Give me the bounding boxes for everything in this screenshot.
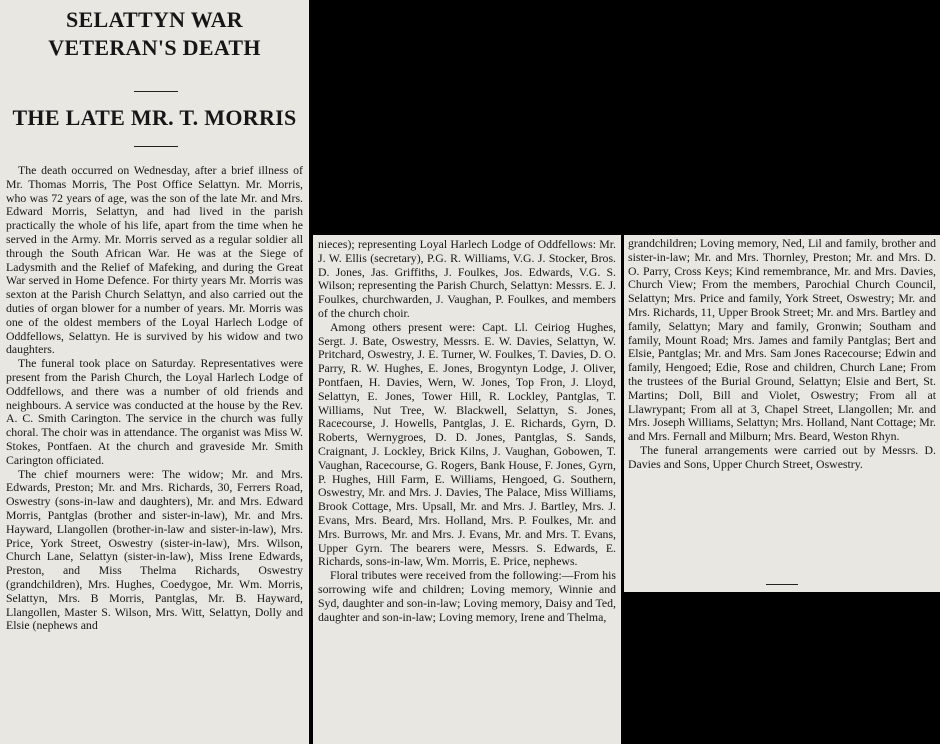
headline-divider xyxy=(134,146,178,147)
paragraph: The death occurred on Wednesday, after a brief illness of Mr. Thomas Morris, The Post Office Selattyn. Mr. Morris, who was 72 years of age, was the son of the late Mr. and Mrs. Edward Morris, Selattyn, and had lived in the parish practically the whole of his life, apart from the time when he served in the Army. Mr. Morris served as a regular soldier all through the South African War. He was at the Siege of Ladysmith and the Relief of Mafeking, and during the Great War served in Home Defence. For thirty years Mr. Morris was sexton at the Parish Church Selattyn, and also carried out the duties of organ blower for a number of years. Mr. Morris was one of the oldest members of the Loyal Harlech Lodge of Oddfellows, Selattyn. He is survived by his widow and two daughters. xyxy=(6,163,303,357)
paragraph: Floral tributes were received from the following:—From his sorrowing wife and children; Loving memory, Winnie and Syd, daughter and son-in-law; Loving memory, Daisy and Ted, daughter and son-in-law; Loving memory, Irene and Thelma, xyxy=(318,568,616,624)
paragraph: The chief mourners were: The widow; Mr. and Mrs. Edwards, Preston; Mr. and Mrs. Richards, 30, Ferrers Road, Oswestry (sons-in-law and daughters), Mr. and Mrs. Edward Morris, Pantglas (brother and sister-in-law), Mr. and Mrs. Hayward, Llangollen (brother-in-law and sister-in-law), Mrs. Price, York Street, Oswestry (sister-in-law), Mrs. Wilson, Church Lane, Selattyn (sister-in-law), Miss Irene Edwards, Preston, and Miss Thelma Richards, Oswestry (grandchildren), Mrs. Hughes, Coedygoe, Mr. Wm. Morris, Selattyn, Mrs. B Morris, Pantglas, Mr. B. Hayward, Llangollen, Master S. Wilson, Mrs. Witt, Selattyn, Dolly and Elsie (nephews and xyxy=(6,466,303,633)
paragraph: nieces); representing Loyal Harlech Lodge of Oddfellows: Mr. J. W. Ellis (secretary), P.G. R. Williams, V.G. J. Stocker, Bros. D. Jones, Jas. Griffiths, J. Foulkes, Jos. Edwards, V.G. S. Wilson; representing the Parish Church, Selattyn: Messrs. E. J. Foulkes, churchwarden, J. Vaughan, P. Foulkes, and members of the church choir. xyxy=(318,237,616,320)
article-body-column-2 xyxy=(318,238,616,624)
headline-divider xyxy=(134,91,178,92)
paragraph: Among others present were: Capt. Ll. Ceiriog Hughes, Sergt. J. Bate, Oswestry, Messrs. E. W. Davies, Selattyn, W. Pritchard, Oswestry, J. E. Turner, W. Foulkes, T. Davies, D. O. Parry, R. W. Hughes, E. Jones, Brogyntyn Lodge, J. Oliver, Pontfaen, H. Davies, Wern, W. Jones, Top Fron, J. Lloyd, Selattyn, E. Jones, Tower Hill, R. Lockley, Pantglas, T. Williams, Nut Tree, W. Blackwell, Selattyn, S. Jones, Racecourse, J. Howells, Pantglas, J. E. Richards, Gyrn, D. Roberts, Wernygroes, D. D. Jones, Pantglas, S. Sands, Craignant, J. Lockley, Brick Kilns, J. Vaughan, Gobowen, T. Vaughan, Racecourse, G. Rogers, Bank House, F. Jones, Gyrn, P. Hughes, Hill Farm, E. Williams, Hengoed, G. Southern, Oswestry, Mr. and Mrs. J. Davies, The Palace, Miss Williams, Brook Cottage, Mrs. Upsall, Mr. and Mrs. J. Bartley, Mrs. J. Evans, Mrs. Beard, Mrs. Holland, Mrs. P. Foulkes, Mr. and Mrs. Burrows, Mr. and Mrs. J. Evans, Mr. and Mrs. T. Evans, Upper Gyrn. The bearers were, Messrs. S. Edwards, E. Richards, sons-in-law, Wm. Morris, E. Price, nephews. xyxy=(318,319,616,569)
column-3 xyxy=(624,235,940,592)
paragraph: The funeral took place on Saturday. Representatives were present from the Parish Church, the Loyal Harlech Lodge of Oddfellows, and there was a number of old friends and neighbours. A service was conducted at the house by the Rev. A. C. Smith Carington. The service in the church was fully choral. The choir was in attendance. The organist was Miss W. Stokes, Pontfaen. At the church and graveside Mr. Smith Carington officiated. xyxy=(6,356,303,467)
paragraph: The funeral arrangements were carried out by Messrs. D. Davies and Sons, Upper Church Street, Oswestry. xyxy=(628,442,936,471)
article-body-column-1 xyxy=(6,164,303,633)
column-1 xyxy=(0,0,309,744)
paragraph: grandchildren; Loving memory, Ned, Lil and family, brother and sister-in-law; Mr. and Mrs. Thornley, Preston; Mr. and Mrs. D. O. Parry, Cross Keys; Kind remembrance, Mr. and Mrs. Davies, Church View; From the members, Parochial Church Council, Selattyn; Mrs. Price and family, York Street, Oswestry; Mr. and Mrs. Richards, 11, Upper Brook Street; Mr. and Mrs. Bartley and family, Selattyn; Mary and family, Gronwin; Southam and family, Mount Road; Mrs. James and family Pantglas; Bert and Elsie, Pantglas; Mr. and Mrs. Sam Jones Racecourse; Edwin and family, Hengoed; Edie, Rose and children, Church Lane; From the trustees of the Burial Ground, Selattyn; Elsie and Bert, St. Martins; Doll, Bill and Violet, Oswestry; From all at Llawrypant; From all at 3, Chapel Street, Llangollen; Mr. and Mrs. Joseph Williams, Selattyn; Mrs. Holland, Nant Cottage; Mr. and Mrs. Fernall and Milburn; Mrs. Beard, Weston Rhyn. xyxy=(628,236,936,444)
column-2 xyxy=(313,235,621,744)
headline-sub: THE LATE MR. T. MORRIS xyxy=(12,105,297,130)
headline-main: SELATTYN WAR VETERAN'S DEATH xyxy=(48,7,261,60)
article-body-column-3 xyxy=(628,237,936,472)
end-rule xyxy=(766,584,798,585)
